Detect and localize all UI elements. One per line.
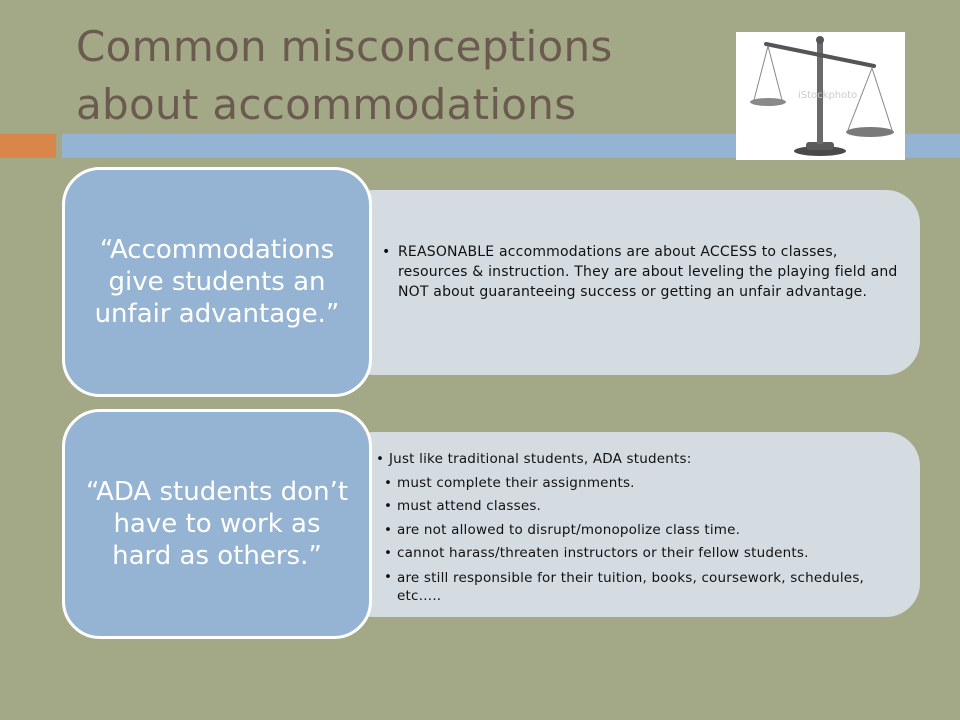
list-item [384, 495, 906, 519]
sub-bullet-text: are still responsible for their tuition, books, coursework, schedules, etc….. [397, 569, 865, 604]
balance-scale-image [736, 32, 905, 160]
list-item [384, 519, 906, 543]
misconception-label-2: “ADA students don’t have to work as hard as others.” [62, 409, 372, 639]
slide-title: Common misconceptions about accommodations [76, 22, 613, 129]
misconception-label-1: “Accommodations give students an unfair advantage.” [62, 167, 372, 397]
bullet-icon: • [384, 568, 393, 585]
explanation-text-1 [382, 242, 902, 302]
sub-bullet-text: must attend classes. [397, 498, 542, 514]
list-item [384, 472, 906, 496]
balance-scale-icon [736, 32, 905, 160]
explanation-bullet: REASONABLE accommodations are about ACCESS to classes, resources & instruction. They are about leveling the playing field and NOT about guaranteeing success or getting an unfair advantage. [398, 244, 898, 300]
explanation-intro: Just like traditional students, ADA students: [389, 451, 692, 467]
list-item [384, 542, 906, 566]
list-item [384, 566, 906, 605]
bullet-icon: • [382, 244, 391, 260]
sub-bullet-text: must complete their assignments. [397, 474, 635, 491]
bullet-icon: • [384, 521, 393, 538]
bullet-icon: • [384, 545, 393, 561]
sub-bullet-text: cannot harass/threaten instructors or their fellow students. [397, 545, 809, 561]
bullet-icon: • [376, 451, 385, 467]
sub-bullet-list [376, 472, 906, 605]
accent-bar-orange [0, 134, 56, 158]
sub-bullet-text: are not allowed to disrupt/monopolize class time. [397, 521, 741, 538]
watermark-text: iStockphoto [798, 90, 858, 101]
accent-bar-blue-right [905, 134, 960, 158]
bullet-icon: • [384, 498, 393, 514]
bullet-icon: • [384, 474, 393, 491]
accent-bar-blue [62, 134, 736, 158]
explanation-text-2 [376, 448, 906, 605]
